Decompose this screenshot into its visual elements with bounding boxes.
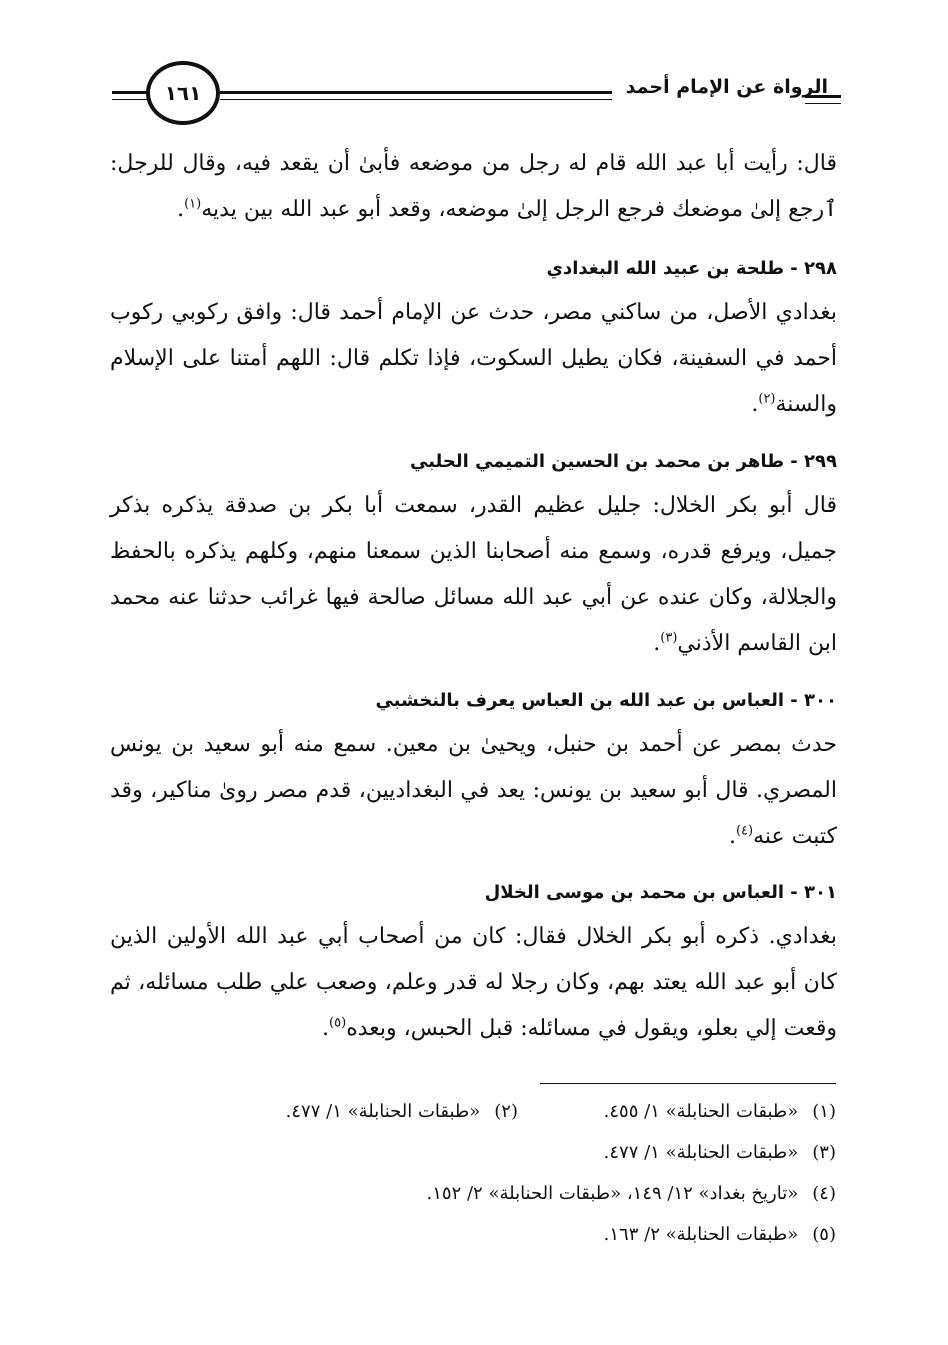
footnote-4: [427, 1181, 837, 1207]
paragraph-end: .: [322, 1016, 330, 1041]
footnote-text: «تاريخ بغداد» ١٢/ ١٤٩، «طبقات الحنابلة» ٢/ ١٥٢.: [426, 1183, 799, 1204]
paragraph-1: [110, 141, 837, 233]
paragraph-3: [110, 483, 837, 667]
footnote-ref: (١): [184, 196, 202, 212]
entry-heading-300: ٣٠٠ - العباس بن عبد الله بن العباس يعرف بالنخشبي: [375, 690, 837, 711]
entry-heading-299: ٢٩٩ - طاهر بن محمد بن الحسين التميمي الحلبي: [410, 451, 837, 472]
footnote-ref: (٢): [758, 391, 776, 407]
header-rule-middle-thick: [220, 91, 612, 94]
paragraph-end: .: [653, 631, 661, 656]
paragraph-text: بغدادي الأصل، من ساكني مصر، حدث عن الإمام أحمد قال: وافق ركوبي ركوب أحمد في السفينة، فكان يطيل السكوت، فإذا تكلم قال: اللهم أمتنا على الإسلام والسنة: [110, 300, 837, 417]
header-rule-middle-thin: [220, 99, 612, 100]
paragraph-5: [110, 914, 837, 1052]
paragraph-end: .: [177, 197, 185, 222]
paragraph-text: قال: رأيت أبا عبد الله قام له رجل من موضعه فأبىٰ أن يقعد فيه، وقال للرجل: ٱرجع إلىٰ موضعك فرجع الرجل إلىٰ موضعه، وقعد أبو عبد الله بين يديه: [110, 151, 837, 222]
footnote-number: (١): [812, 1101, 836, 1122]
entry-heading-298: ٢٩٨ - طلحة بن عبيد الله البغدادي: [546, 258, 837, 279]
footnote-text: «طبقات الحنابلة» ١/ ٤٧٧.: [285, 1101, 481, 1122]
paragraph-4: [110, 722, 837, 860]
footnote-separator: [540, 1083, 836, 1084]
header-rule-left-thick: [112, 91, 148, 94]
footnote-2: [286, 1099, 518, 1125]
footnote-ref: (٤): [735, 823, 754, 839]
entry-heading-301: ٣٠١ - العباس بن محمد بن موسى الخلال: [484, 882, 837, 903]
paragraph-2: [110, 290, 837, 428]
footnote-number: (٥): [812, 1224, 836, 1245]
footnote-ref: (٥): [329, 1015, 347, 1031]
footnote-text: «طبقات الحنابلة» ١/ ٤٧٧.: [603, 1142, 799, 1163]
footnote-number: (٣): [812, 1142, 836, 1163]
footnote-number: (٢): [494, 1101, 518, 1122]
page-number: ١٦١: [146, 61, 220, 125]
paragraph-end: .: [751, 392, 759, 417]
paragraph-text: قال أبو بكر الخلال: جليل عظيم القدر، سمعت أبا بكر بن صدقة يذكره بذكر جميل، ويرفع قدره، وسمع منه أصحابنا الذين سمعنا منهم، وكلهم يذكره بالحفظ والجلالة، وكان عنده عن أبي عبد الله مسائل صالحة فيها غرائب حدثنا عنه محمد ابن القاسم الأذني: [110, 493, 837, 656]
footnote-3: [604, 1140, 836, 1166]
footnote-ref: (٣): [660, 630, 678, 646]
footnote-5: [604, 1222, 836, 1248]
footnote-1: [604, 1099, 836, 1125]
footnote-number: (٤): [812, 1183, 836, 1204]
header-rule-right-thin: [805, 103, 841, 104]
paragraph-text: حدث بمصر عن أحمد بن حنبل، ويحيىٰ بن معين. سمع منه أبو سعيد بن يونس المصري. قال أبو سعيد بن يونس: يعد في البغداديين، قدم مصر روىٰ مناكير، وقد كتبت عنه: [110, 732, 837, 849]
running-title: الرواة عن الإمام أحمد: [625, 76, 828, 98]
footnote-text: «طبقات الحنابلة» ١/ ٤٥٥.: [603, 1101, 799, 1122]
paragraph-end: .: [728, 824, 736, 849]
header-rule-left-thin: [112, 99, 148, 100]
footnote-text: «طبقات الحنابلة» ٢/ ١٦٣.: [603, 1224, 799, 1245]
paragraph-text: بغدادي. ذكره أبو بكر الخلال فقال: كان من أصحاب أبي عبد الله الأولين الذين كان أبو عبد الله يعتد بهم، وكان رجلا له قدر وعلم، وصعب علي طلب مسائله، ثم وقعت إلي بعلو، ويقول في مسائله: قبل الحبس، وبعده: [110, 924, 837, 1041]
